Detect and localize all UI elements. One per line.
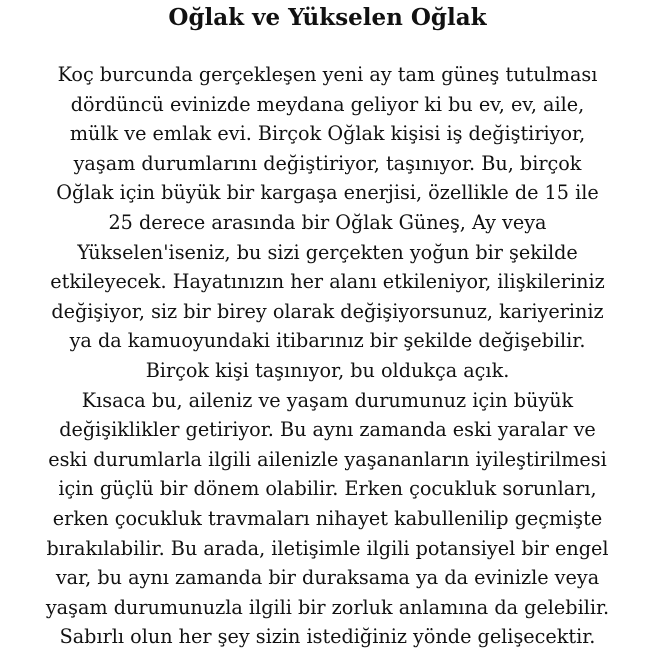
text-line: bırakılabilir. Bu arada, iletişimle ilgili potansiyel bir engel	[46, 536, 609, 560]
text-line: Birçok kişi taşınıyor, bu oldukça açık.	[145, 358, 510, 382]
text-line: erken çocukluk travmaları nihayet kabullenilip geçmişte	[52, 506, 603, 530]
text-line: değişiklikler getiriyor. Bu aynı zamanda eski yaralar ve	[59, 418, 596, 442]
document-body	[4, 60, 651, 652]
text-line: Koç burcunda gerçekleşen yeni ay tam güneş tutulması	[57, 63, 598, 86]
text-line: Oğlak için büyük bir kargaşa enerjisi, özellikle de 15 ile	[56, 181, 599, 205]
document-title: Oğlak ve Yükselen Oğlak	[168, 4, 487, 31]
text-line: Kısaca bu, aileniz ve yaşam durumunuz için büyük	[81, 388, 574, 412]
text-line: mülk ve emlak evi. Birçok Oğlak kişisi iş değiştiriyor,	[69, 122, 586, 146]
text-line: için güçlü bir dönem olabilir. Erken çocukluk sorunları,	[58, 477, 597, 501]
text-line: Yükselen'iseniz, bu sizi gerçekten yoğun bir şekilde	[77, 240, 578, 264]
text-line: dördüncü evinizde meydana geliyor ki bu ev, ev, aile,	[70, 92, 585, 116]
text-line: yaşam durumlarını değiştiriyor, taşınıyor. Bu, birçok	[73, 151, 582, 175]
text-line: değişiyor, siz bir birey olarak değişiyorsunuz, kariyeriniz	[51, 299, 604, 323]
text-line: etkileyecek. Hayatınızın her alanı etkileniyor, ilişkileriniz	[50, 270, 605, 294]
text-line: eski durumlarla ilgili ailenizle yaşananların iyileştirilmesi	[48, 447, 607, 471]
text-line: Sabırlı olun her şey sizin istediğiniz yönde gelişecektir.	[59, 625, 596, 649]
text-line: 25 derece arasında bir Oğlak Güneş, Ay veya	[108, 210, 547, 234]
text-line: var, bu aynı zamanda bir duraksama ya da evinizle veya	[55, 566, 600, 590]
text-line: yaşam durumunuzla ilgili bir zorluk anlamına da gelebilir.	[45, 595, 610, 619]
text-line: ya da kamuoyundaki itibarınız bir şekilde değişebilir.	[69, 329, 586, 353]
